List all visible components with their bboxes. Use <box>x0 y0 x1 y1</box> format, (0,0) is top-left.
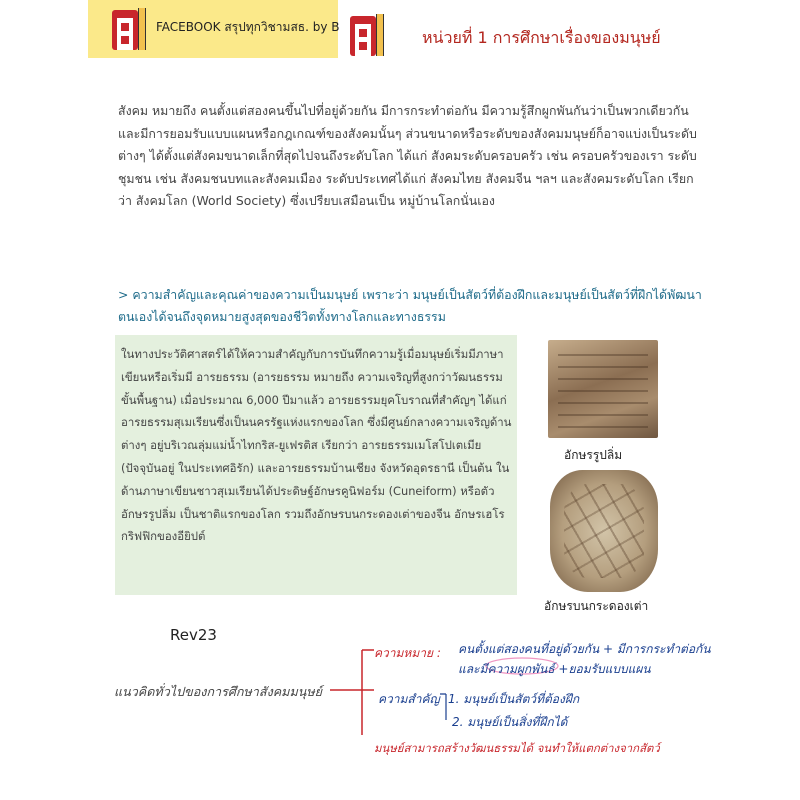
importance-highlight: > ความสำคัญและคุณค่าของความเป็นมนุษย์ เพราะว่า มนุษย์เป็นสัตว์ที่ต้องฝึกและมนุษย์เป็นสัตว์ที่ฝึกได้พัฒนาตนเองได้จนถึงจุดหมายสูงสุดของชีวิตทั้งทางโลกและทางธรรม <box>118 287 702 324</box>
importance-point-2: 2. มนุษย์เป็นสิ่งที่ฝึกได้ <box>452 715 568 729</box>
turtle-shell-caption: อักษรบนกระดองเต่า <box>544 599 649 613</box>
facebook-page-label: FACEBOOK สรุปทุกวิชามสธ. by B <box>156 20 340 34</box>
unit-title: หน่วยที่ 1 การศึกษาเรื่องของมนุษย์ <box>422 28 661 47</box>
importance-label: ความสำคัญ <box>378 692 440 706</box>
rev-label: Rev23 <box>170 626 217 644</box>
history-paragraph: ในทางประวัติศาสตร์ได้ให้ความสำคัญกับการบันทึกความรู้เมื่อมนุษย์เริ่มมีภาษาเขียนหรือเริ่มมี อารยธรรม (อารยธรรม หมายถึง ความเจริญที่สูงกว่าวัฒนธรรมขั้นพื้นฐาน) เมื่อประมาณ 6,000 ปีมาแล้ว อารยธรรมยุคโบราณที่สำคัญๆ ได้แก่ อารยธรรมสุเมเรียนซึ่งเป็นนครรัฐแห่งแรกของโลก ซึ่งมีศูนย์กลางความเจริญด้านต่างๆ อยู่บริเวณลุ่มแม่น้ำไทกริส-ยูเฟรติส เรียกว่า อารยธรรมเมโสโปเตเมีย (ปัจจุบันอยู่ ในประเทศอิรัก) และอารยธรรมบ้านเชียง จังหวัดอุดรธานี เป็นต้น ในด้านภาษาเขียนชาวสุเมเรียนได้ประดิษฐ์อักษรคูนิฟอร์ม (Cuneiform) หรือตัวอักษรรูปลิ่ม เป็นชาติแรกของโลก รวมถึงอักษรบนกระดองเต่าของจีน อักษรเฮโรกริฟฟิกของอียิปต์ <box>121 347 512 544</box>
mindmap-footnote: มนุษย์สามารถสร้างวัฒนธรรมได้ จนทำให้แตกต่างจากสัตว์ <box>374 741 660 755</box>
definition-line-1: คนตั้งแต่สองคนที่อยู่ด้วยกัน + มีการกระทำต่อกัน <box>458 642 711 656</box>
mindmap-root: แนวคิดทั่วไปของการศึกษาสังคมมนุษย์ <box>114 684 323 699</box>
importance-point-1: 1. มนุษย์เป็นสัตว์ที่ต้องฝึก <box>448 692 580 706</box>
cuneiform-caption: อักษรรูปลิ่ม <box>564 448 623 462</box>
intro-paragraph: สังคม หมายถึง คนตั้งแต่สองคนขึ้นไปที่อยู่ด้วยกัน มีการกระทำต่อกัน มีความรู้สึกผูกพันกันว่าเป็นพวกเดียวกัน และมีการยอมรับแบบแผนหรือกฎเกณฑ์ของสังคมนั้นๆ ส่วนขนาดหรือระดับของสังคมมนุษย์ก็อาจแบ่งเป็นระดับต่างๆ ได้ตั้งแต่สังคมขนาดเล็กที่สุดไปจนถึงระดับโลก ได้แก่ สังคมระดับครอบครัว เช่น ครอบครัวของเรา ระดับชุมชน เช่น สังคมชนบทและสังคมเมือง ระดับประเทศได้แก่ สังคมไทย สังคมจีน ฯลฯ และสังคมระดับโลก เรียกว่า สังคมโลก (World Society) ซึ่งเปรียบเสมือนเป็น หมู่บ้านโลกนั่นเอง <box>118 103 697 208</box>
definition-line-2: และมีความผูกพันธ์ +ยอมรับแบบแผน <box>458 662 651 676</box>
definition-label: ความหมาย : <box>374 646 441 660</box>
